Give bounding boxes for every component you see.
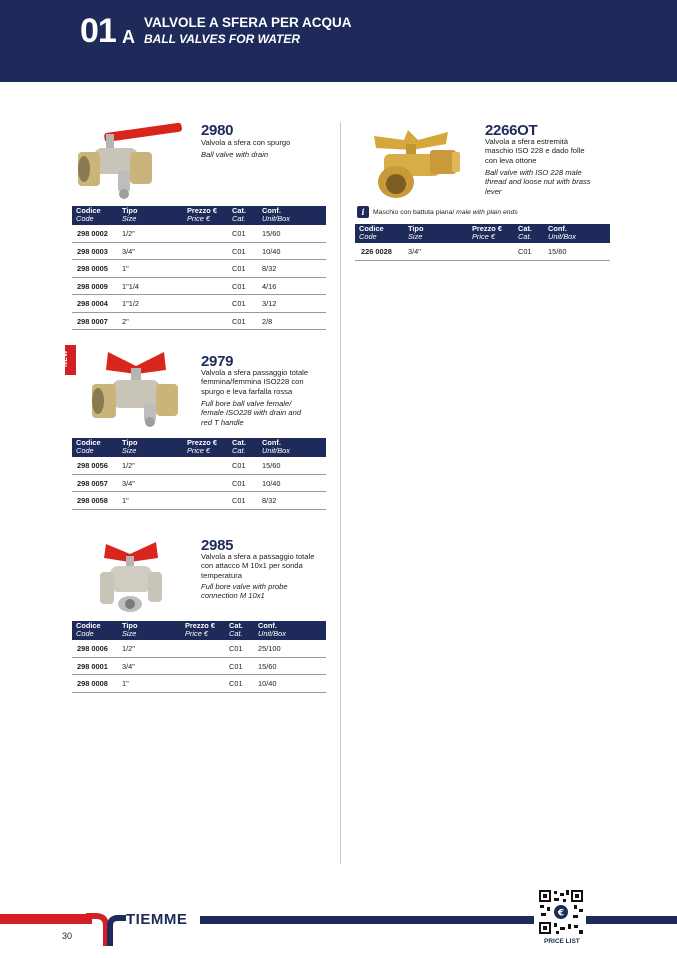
- header-price: Prezzo € Price €: [187, 438, 232, 457]
- info-note: Maschio con battuta piana/ male with plain ends: [373, 209, 518, 216]
- page-number: 30: [62, 931, 73, 941]
- product-table-2979: [72, 438, 326, 510]
- page-header: [0, 0, 677, 82]
- ball-valve-2985-image: [98, 538, 166, 616]
- section-title-it: VALVOLE A SFERA PER ACQUA: [144, 15, 352, 30]
- ball-valve-2979-image: [86, 348, 188, 428]
- header-price: Prezzo € Price €: [187, 206, 232, 225]
- header-size: Tipo Size: [122, 206, 187, 225]
- header-cat: Cat. Cat.: [229, 621, 258, 640]
- product-description-it: Valvola a sfera passaggio totale femmina/femmina ISO228 con spurgo e leva farfalla rossa: [201, 368, 309, 396]
- header-price: Prezzo € Price €: [185, 621, 229, 640]
- column-divider: [340, 122, 341, 864]
- table-row: 298 0007 2" C01 2/8: [72, 312, 326, 330]
- product-description-it: Valvola a sfera estremità maschio ISO 228 e dado folle con leva ottone: [485, 137, 585, 165]
- info-icon: i: [357, 206, 369, 218]
- table-row: 298 0001 3/4" C01 15/60: [72, 657, 326, 675]
- product-table-2980: [72, 206, 326, 330]
- product-table-2985: [72, 621, 326, 693]
- product-description-it: Valvola a sfera con spurgo: [201, 138, 291, 147]
- header-cat: Cat. Cat.: [518, 224, 548, 243]
- table-row: 298 0003 3/4" C01 10/40: [72, 242, 326, 260]
- new-badge: NEW: [65, 345, 76, 375]
- header-conf: Conf. Unit/Box: [262, 206, 326, 225]
- pipe-logo-icon: [86, 912, 126, 946]
- svg-text:€: €: [557, 908, 565, 919]
- ball-valve-2980-image: [72, 122, 190, 202]
- table-row: 298 0005 1" C01 8/32: [72, 260, 326, 278]
- header-conf: Conf. Unit/Box: [258, 621, 326, 640]
- product-description-it: Valvola a sfera a passaggio totale con attacco M 10x1 per sonda temperatura: [201, 552, 315, 580]
- table-row: 298 0004 1"1/2 C01 3/12: [72, 295, 326, 313]
- qr-code-icon[interactable]: [538, 889, 584, 935]
- header-cat: Cat. Cat.: [232, 438, 262, 457]
- table-row: 298 0056 1/2" C01 15/60: [72, 457, 326, 475]
- header-conf: Conf. Unit/Box: [548, 224, 610, 243]
- section-title-en: BALL VALVES FOR WATER: [144, 32, 301, 46]
- header-code: Codice Code: [72, 206, 122, 225]
- header-code: Codice Code: [72, 621, 122, 640]
- product-code: 2980: [201, 122, 234, 139]
- header-conf: Conf. Unit/Box: [262, 438, 326, 457]
- product-description-en: Ball valve with drain: [201, 150, 269, 159]
- header-code: Codice Code: [72, 438, 122, 457]
- product-description-en: Full bore valve with probe connection M 10x1: [201, 582, 288, 601]
- footer-blue-bar-right: [586, 916, 677, 924]
- header-code: Codice Code: [355, 224, 408, 243]
- product-description-en: Ball valve with ISO 228 male thread and loose nut with brass lever: [485, 168, 591, 196]
- table-row: 298 0006 1/2" C01 25/100: [72, 640, 326, 658]
- ball-valve-2266ot-image: [368, 122, 464, 202]
- section-number: 01: [80, 12, 116, 50]
- header-size: Tipo Size: [122, 621, 185, 640]
- product-code: 2979: [201, 353, 234, 370]
- header-size: Tipo Size: [122, 438, 187, 457]
- product-description-en: Full bore ball valve female/ female ISO228 with drain and red T handle: [201, 399, 302, 427]
- table-row: 298 0009 1"1/4 C01 4/16: [72, 277, 326, 295]
- price-list-label: PRICE LIST: [544, 938, 580, 945]
- table-row: 298 0008 1" C01 10/40: [72, 675, 326, 693]
- product-code: 2266OT: [485, 122, 538, 139]
- footer-blue-bar: [200, 916, 534, 924]
- product-code: 2985: [201, 537, 234, 554]
- table-row: 226 0028 3/4" C01 15/60: [355, 243, 610, 261]
- header-size: Tipo Size: [408, 224, 472, 243]
- footer-red-bar: [0, 914, 92, 924]
- section-letter: A: [122, 27, 135, 47]
- table-row: 298 0058 1" C01 8/32: [72, 492, 326, 510]
- brand-logo: TIEMME: [126, 911, 188, 928]
- product-table-2266ot: [355, 224, 610, 261]
- header-price: Prezzo € Price €: [472, 224, 518, 243]
- table-row: 298 0002 1/2" C01 15/60: [72, 225, 326, 243]
- table-row: 298 0057 3/4" C01 10/40: [72, 474, 326, 492]
- header-cat: Cat. Cat.: [232, 206, 262, 225]
